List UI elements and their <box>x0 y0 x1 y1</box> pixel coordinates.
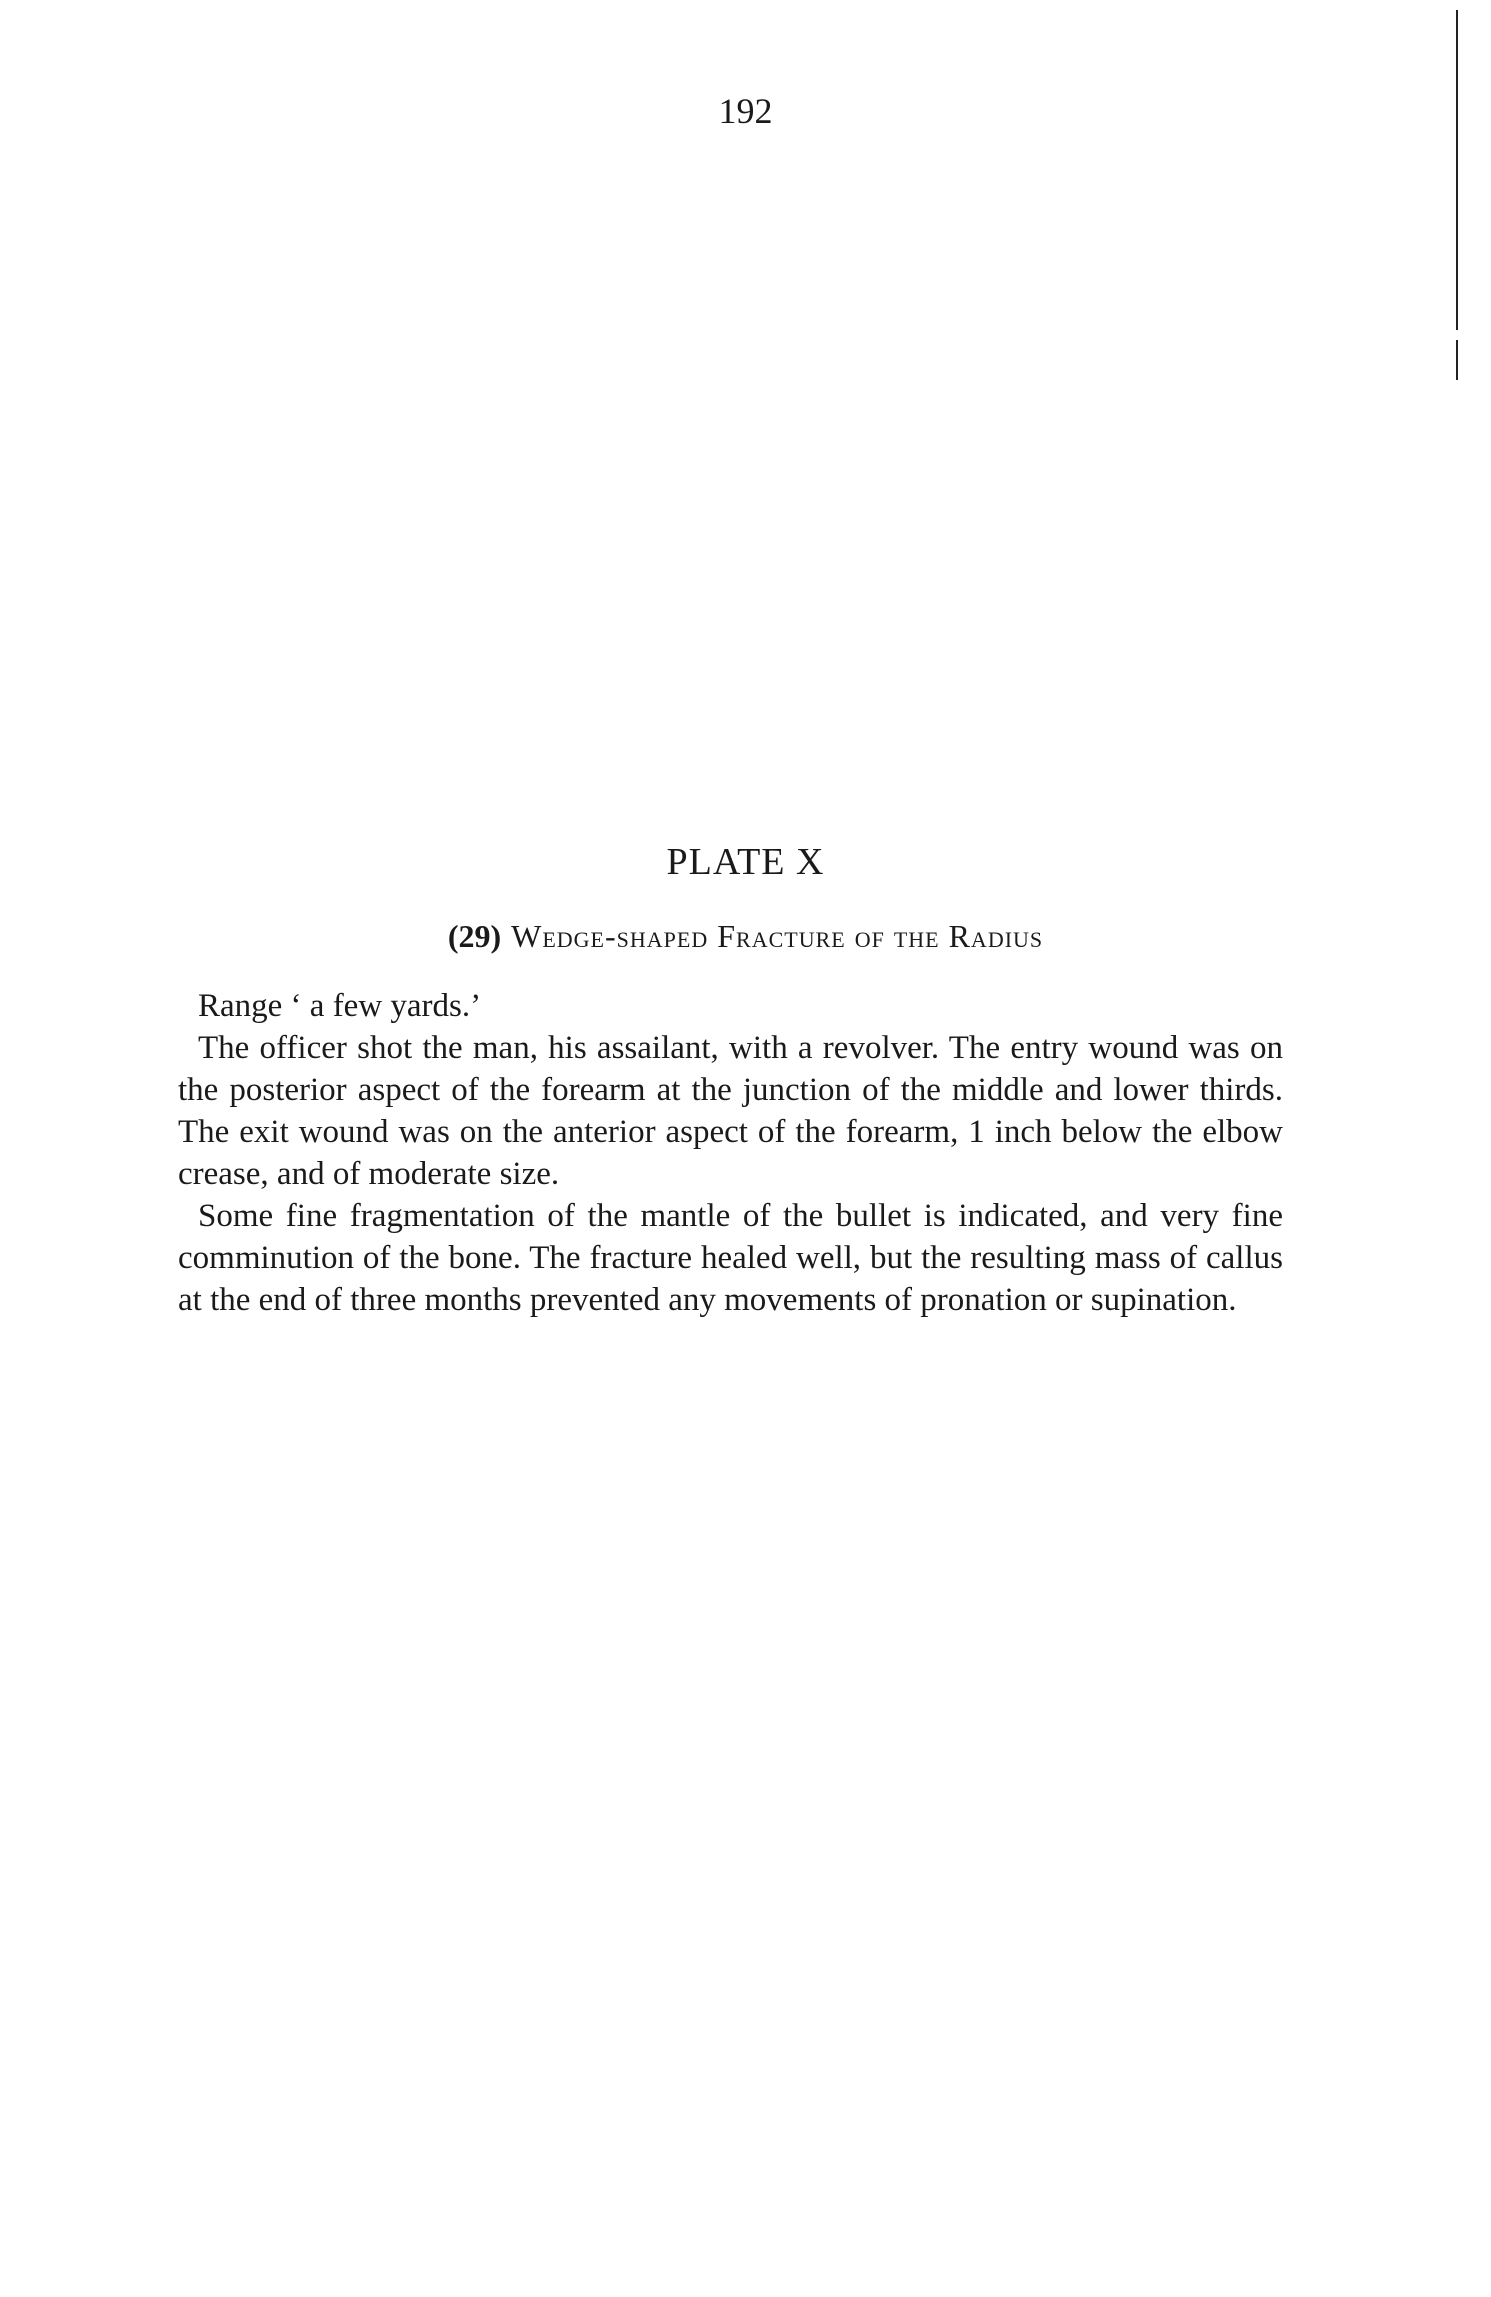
body-text <box>178 985 1283 1321</box>
paragraph-fracture-outcome: Some fine fragmentation of the mantle of the bullet is indicated, and very fine comminution of the bone. The fracture healed well, but the resulting mass of callus at the end of three months prevented any movements of pronation or supination. <box>178 1198 1283 1318</box>
paragraph-wound-description: The officer shot the man, his assailant, with a revolver. The entry wound was on the posterior aspect of the forearm at the junction of the middle and lower thirds. The exit wound was on the anterior aspect of the forearm, 1 inch below the elbow crease, and of moderate size. <box>178 1030 1283 1192</box>
page-number: 192 <box>718 91 773 131</box>
plate-subtitle <box>0 918 1491 955</box>
plate-title: PLATE X <box>666 841 825 883</box>
plate-figure-number: (29) <box>447 918 502 954</box>
scan-edge-line <box>1456 10 1458 330</box>
plate-caption: Wedge-shaped Fracture of the Radius <box>511 918 1044 954</box>
scan-edge-line-lower <box>1456 340 1458 380</box>
paragraph-range: Range ‘ a few yards.’ <box>198 988 482 1024</box>
